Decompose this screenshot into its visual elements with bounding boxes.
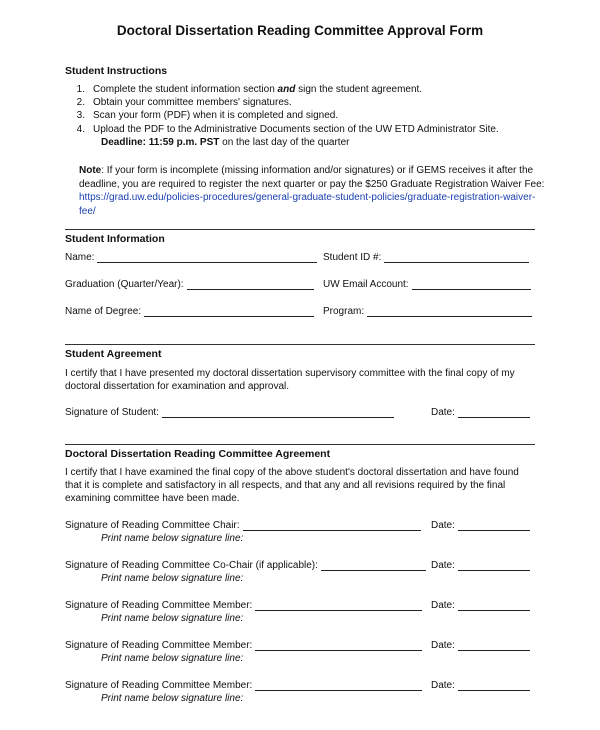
member-date-field[interactable]: Date: — [431, 680, 530, 691]
chair-date-field[interactable]: Date: — [431, 520, 530, 531]
student-id-field[interactable]: Student ID #: — [323, 252, 529, 263]
graduation-field[interactable]: Graduation (Quarter/Year): — [65, 279, 314, 290]
member-signature-field[interactable]: Signature of Reading Committee Member: — [65, 680, 422, 691]
student-signature-field[interactable]: Signature of Student: — [65, 407, 394, 418]
instructions-heading: Student Instructions — [65, 65, 168, 77]
section-divider — [65, 344, 535, 345]
cochair-signature-field[interactable]: Signature of Reading Committee Co-Chair (if applicable): — [65, 560, 426, 571]
print-name-label: Print name below signature line: — [101, 573, 244, 584]
list-item: 4. Upload the PDF to the Administrative Documents section of the UW ETD Administrator Site. — [76, 123, 499, 135]
member-signature-field[interactable]: Signature of Reading Committee Member: — [65, 640, 422, 651]
list-item: 3. Scan your form (PDF) when it is completed and signed. — [76, 110, 339, 122]
email-field[interactable]: UW Email Account: — [323, 279, 531, 290]
member-date-field[interactable]: Date: — [431, 600, 530, 611]
page-title: Doctoral Dissertation Reading Committee Approval Form — [116, 23, 484, 38]
committee-text: I certify that I have examined the final copy of the above student's doctoral dissertation and have found that it is complete and satisfactory in all respects, and that any and all revisions required by the final examining committee have been made. — [65, 467, 519, 504]
name-field[interactable]: Name: — [65, 252, 317, 263]
list-item: 1. Complete the student information section and sign the student agreement. — [76, 84, 423, 95]
print-name-label: Print name below signature line: — [101, 653, 244, 664]
student-date-field[interactable]: Date: — [431, 407, 530, 418]
member-date-field[interactable]: Date: — [431, 640, 530, 651]
agreement-heading: Student Agreement — [65, 348, 162, 360]
print-name-label: Print name below signature line: — [101, 533, 244, 544]
chair-signature-field[interactable]: Signature of Reading Committee Chair: — [65, 520, 421, 531]
print-name-label: Print name below signature line: — [101, 613, 244, 624]
section-divider — [65, 444, 535, 445]
committee-heading: Doctoral Dissertation Reading Committee Agreement — [65, 448, 331, 460]
waiver-fee-link[interactable]: https://grad.uw.edu/policies-procedures/general-graduate-student-policies/graduate-registration-waiver-fee/ — [79, 192, 536, 217]
cochair-date-field[interactable]: Date: — [431, 560, 530, 571]
student-info-heading: Student Information — [65, 233, 165, 245]
agreement-text: I certify that I have presented my doctoral dissertation supervisory committee with the final copy of my doctoral dissertation for examination and approval. — [65, 368, 515, 392]
deadline-text: Deadline: 11:59 p.m. PST on the last day of the quarter — [101, 137, 350, 148]
list-item: 2. Obtain your committee members' signatures. — [76, 97, 292, 109]
degree-field[interactable]: Name of Degree: — [65, 306, 314, 317]
print-name-label: Print name below signature line: — [101, 693, 244, 704]
instructions-list — [65, 83, 499, 136]
program-field[interactable]: Program: — [323, 306, 532, 317]
note-paragraph: Note: If your form is incomplete (missing information and/or signatures) or if GEMS receives it after the deadline, you are required to register the next quarter or pay the $250 Graduate Registration Waiver Fee: https://grad.uw.edu/policies-procedures/general-graduate-student-policies/graduate-registration-waiver-fee/ — [79, 165, 545, 217]
section-divider — [65, 229, 535, 230]
member-signature-field[interactable]: Signature of Reading Committee Member: — [65, 600, 422, 611]
